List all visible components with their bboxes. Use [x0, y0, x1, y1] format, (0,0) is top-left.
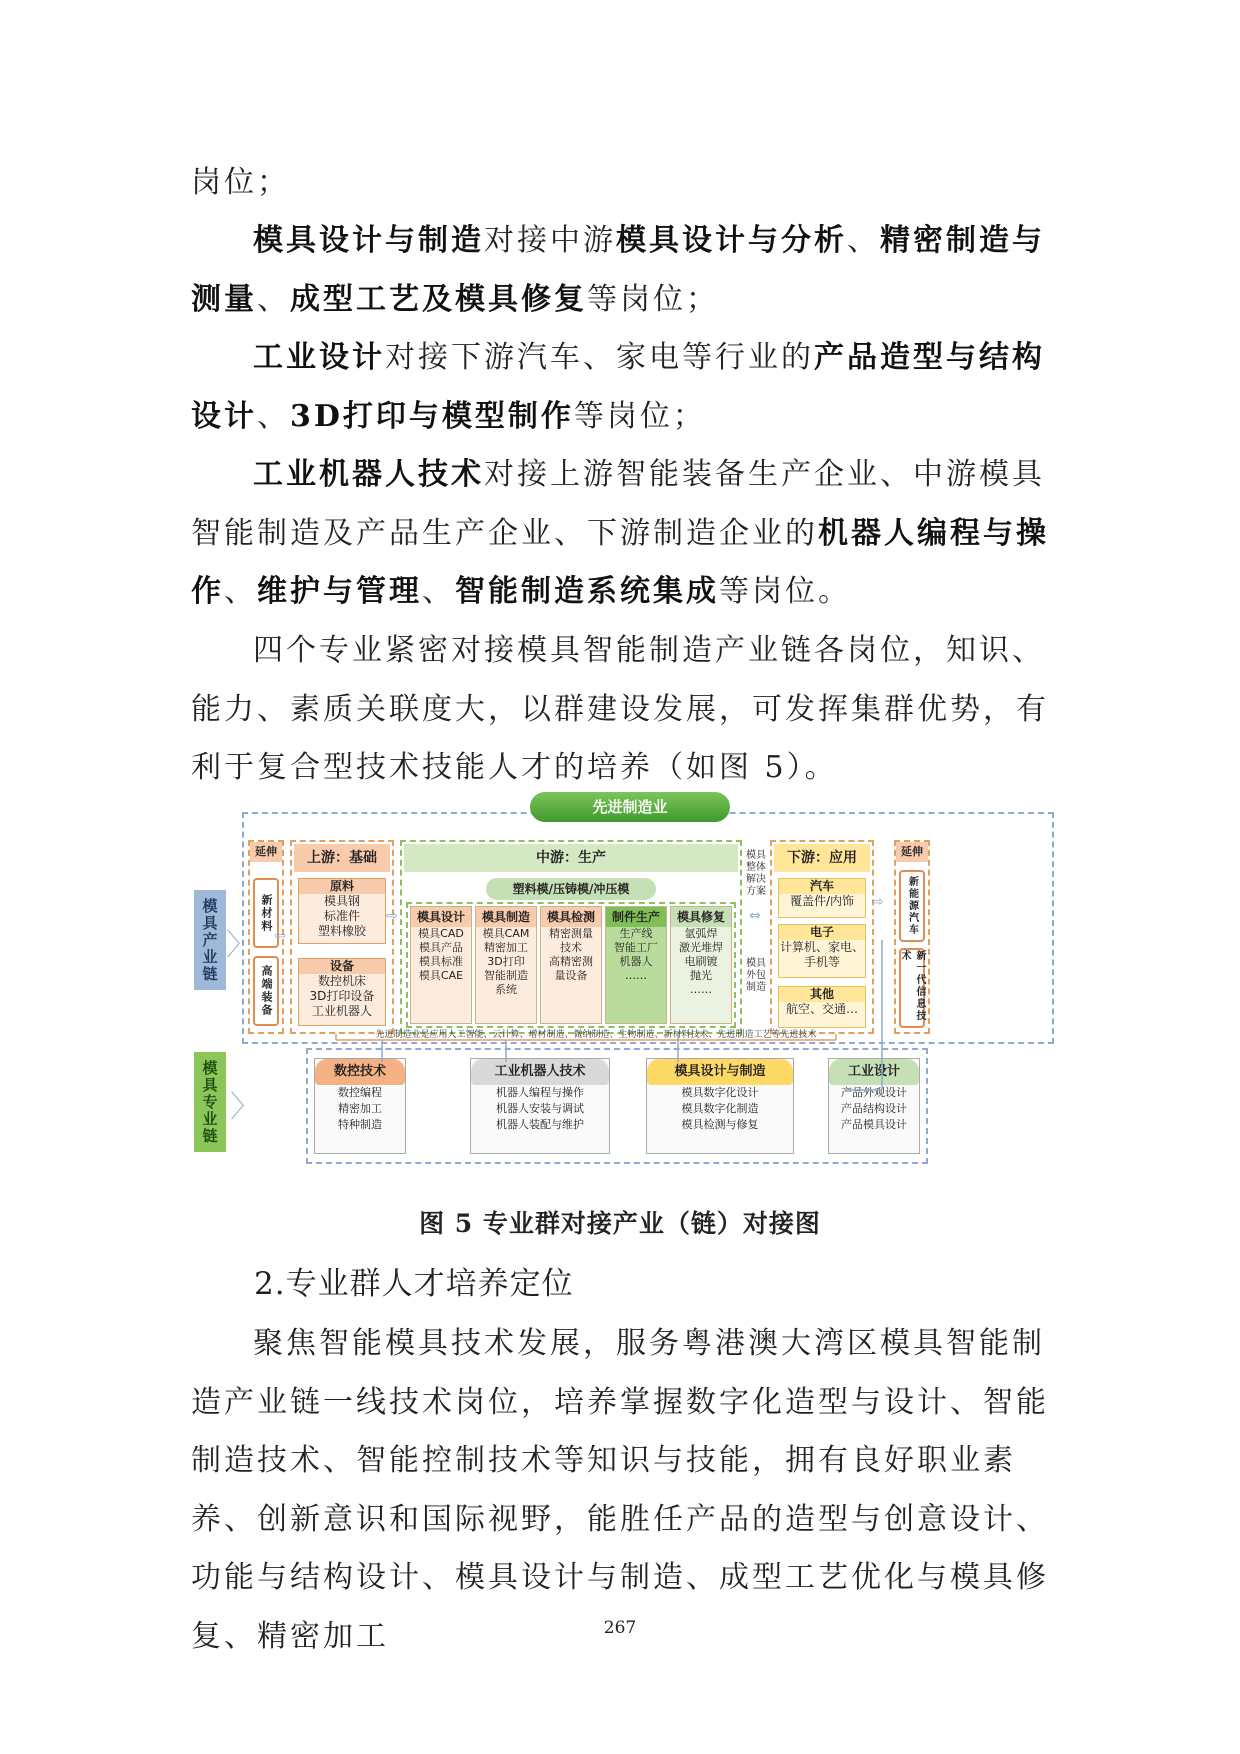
major-title: 模具设计与制造 [647, 1059, 793, 1085]
list-item: 高精密测 [549, 955, 593, 968]
column-title: 模具修复 [671, 907, 731, 927]
list-item: 模具产品 [419, 941, 463, 954]
list-item: 模具CAE [418, 969, 464, 982]
paragraph-industrial-design [191, 329, 1051, 446]
bold-text: 工业设计 [253, 340, 385, 375]
list-item: 氩弧焊 [684, 927, 718, 940]
high-end-equipment: 高端装备 [253, 956, 279, 1026]
column-title: 制件生产 [606, 907, 666, 927]
bold-text: 3D打印与模型制作 [290, 398, 574, 434]
list-item: 塑料橡胶 [317, 924, 366, 938]
downstream-title: 下游：应用 [774, 844, 870, 872]
list-item: 精密加工 [484, 941, 528, 954]
midstream-subtitle: 塑料模/压铸模/冲压模 [486, 878, 656, 900]
new-energy-vehicles: 新能源汽车 [899, 870, 925, 942]
new-materials: 新材料 [253, 878, 279, 948]
left-extend-label: 延伸 [250, 842, 282, 862]
list-item: 系统 [495, 983, 517, 996]
midstream-note-solution: 模具整体解决方案 [746, 850, 766, 897]
block-title: 汽车 [779, 879, 865, 894]
bold-text: 产品造型与结构设计 [191, 340, 1045, 434]
list-item: 模具标准 [419, 955, 463, 968]
list-item: 模具数字化制造 [681, 1102, 759, 1115]
list-item: 智能制造 [484, 969, 528, 982]
text: 等岗位。 [719, 574, 851, 609]
chevron-right-icon: 〉 [230, 1090, 260, 1125]
bold-text: 维护与管理 [257, 574, 422, 609]
right-extend-label: 延伸 [896, 842, 928, 862]
list-item: 电刷镀 [684, 955, 718, 968]
list-item: 产品模具设计 [841, 1118, 907, 1131]
list-item: 生产线 [619, 927, 653, 940]
list-item: 特种制造 [338, 1118, 382, 1131]
text: 对接中游 [484, 223, 616, 258]
paragraph-positioning: 聚焦智能模具技术发展，服务粤港澳大湾区模具智能制造产业链一线技术岗位，培养掌握数字化造型与设计、智能制造技术、智能控制技术等知识与技能，拥有良好职业素养、创新意识和国际视野，能胜任产品的造型与创意设计、功能与结构设计、模具设计与制造、成型工艺优化与模具修复、精密加工 [191, 1326, 1049, 1654]
list-item: …… [690, 983, 712, 996]
list-item: 3D打印 [487, 955, 525, 968]
major-title: 工业设计 [829, 1059, 919, 1085]
upstream-title: 上游：基础 [294, 844, 390, 872]
block-title: 电子 [779, 925, 865, 940]
text: 等岗位； [587, 281, 719, 317]
list-item: 模具CAD [418, 927, 464, 940]
list-item: 机器人装配与维护 [496, 1118, 584, 1131]
list-item: 机器人安装与调试 [496, 1102, 584, 1115]
column-title: 模具设计 [411, 907, 471, 927]
list-item: 模具钢 [323, 894, 360, 908]
bold-text: 机器人编程与操作 [191, 515, 1049, 609]
list-item: 产品外观设计 [841, 1086, 907, 1099]
chevron-right-icon: 〉 [226, 928, 256, 963]
list-item: 3D打印设备 [309, 989, 375, 1003]
list-item: 激光堆焊 [679, 941, 723, 954]
text: 岗位； [191, 165, 290, 200]
bold-text: 精密制造与测量 [191, 223, 1045, 317]
midstream-note-outsourcing: 模具外包制造 [746, 958, 766, 993]
block-title: 原料 [299, 879, 385, 894]
list-item: 智能工厂 [614, 941, 658, 954]
new-gen-it: 新一代信息技术 [899, 948, 925, 1028]
list-item: 精密测量 [549, 927, 593, 940]
text: 等岗位； [573, 398, 706, 434]
list-item: 模具检测与修复 [681, 1118, 759, 1131]
bold-text: 工业机器人技术 [253, 457, 484, 492]
text: 、 [422, 574, 455, 609]
list-item: 手机等 [803, 955, 840, 969]
list-item: 精密加工 [338, 1102, 382, 1115]
mold-industry-chain-label: 模具产业链 [194, 890, 226, 990]
advanced-manufacturing-banner: 先进制造业 [530, 792, 730, 822]
list-item: 技术 [560, 941, 582, 954]
column-title: 模具检测 [541, 907, 601, 927]
arrow-right-icon: ⇨ [872, 894, 884, 910]
major-title: 工业机器人技术 [471, 1059, 609, 1085]
text: 对接下游汽车、家电等行业的 [385, 340, 814, 375]
bold-text: 成型工艺及模具修复 [290, 281, 587, 317]
column-title: 模具制造 [476, 907, 536, 927]
text: 、 [224, 574, 257, 609]
list-item: …… [625, 969, 647, 982]
text: 、 [847, 223, 880, 258]
arrow-left-icon: ⇦ [274, 928, 286, 944]
list-item: 模具CAM [482, 927, 530, 940]
list-item: 航空、交通… [785, 1002, 858, 1016]
list-item: 抛光 [690, 969, 712, 982]
list-item: 标准件 [323, 909, 360, 923]
list-item: 机器人编程与操作 [496, 1086, 584, 1099]
paragraph-robot-tech [191, 446, 1051, 622]
paragraph-1 [191, 154, 1051, 213]
list-item: 产品结构设计 [841, 1102, 907, 1115]
bold-text: 模具设计与制造 [253, 223, 484, 258]
figure-caption: 图 5 专业群对接产业（链）对接图 [419, 1209, 821, 1238]
bold-text: 模具设计与分析 [616, 223, 847, 258]
paragraph-mold-design [191, 212, 1051, 329]
paragraph-summary: 四个专业紧密对接模具智能制造产业链各岗位，知识、能力、素质关联度大，以群建设发展，可发挥集群优势，有利于复合型技术技能人才的培养（如图 5）。 [191, 633, 1049, 785]
block-title: 其他 [779, 987, 865, 1002]
list-item: 计算机、家电、 [779, 940, 864, 954]
text: 、 [257, 398, 290, 434]
midstream-title: 中游：生产 [404, 844, 738, 872]
text: 对接上游智能装备生产企业、中游模具智能制造及产品生产企业、下游制造企业的 [191, 457, 1045, 551]
list-item: 数控编程 [338, 1086, 382, 1099]
mold-major-chain-label: 模具专业链 [194, 1052, 226, 1152]
bold-text: 智能制造系统集成 [455, 574, 719, 609]
tech-line-text: 先进制造业是应用人工智能、云计算、增材制造、微纳制造、生物制造、新材料技术、先进制造工艺等先进技术 [375, 1030, 817, 1040]
arrow-both-icon: ⇔ [749, 908, 761, 924]
major-title: 数控技术 [315, 1059, 405, 1085]
page-number: 267 [603, 1618, 637, 1638]
arrow-right-icon: ⇨ [386, 908, 398, 924]
text: 、 [257, 281, 290, 317]
industry-chain-diagram [186, 790, 1056, 1180]
list-item: 工业机器人 [311, 1004, 372, 1018]
block-title: 设备 [299, 959, 385, 974]
list-item: 模具数字化设计 [681, 1086, 759, 1099]
section-heading: 2.专业群人才培养定位 [254, 1266, 574, 1302]
list-item: 量设备 [554, 969, 588, 982]
list-item: 数控机床 [317, 974, 366, 988]
list-item: 覆盖件/内饰 [789, 894, 855, 908]
connector-lines [186, 790, 1056, 1180]
list-item: 机器人 [619, 955, 653, 968]
